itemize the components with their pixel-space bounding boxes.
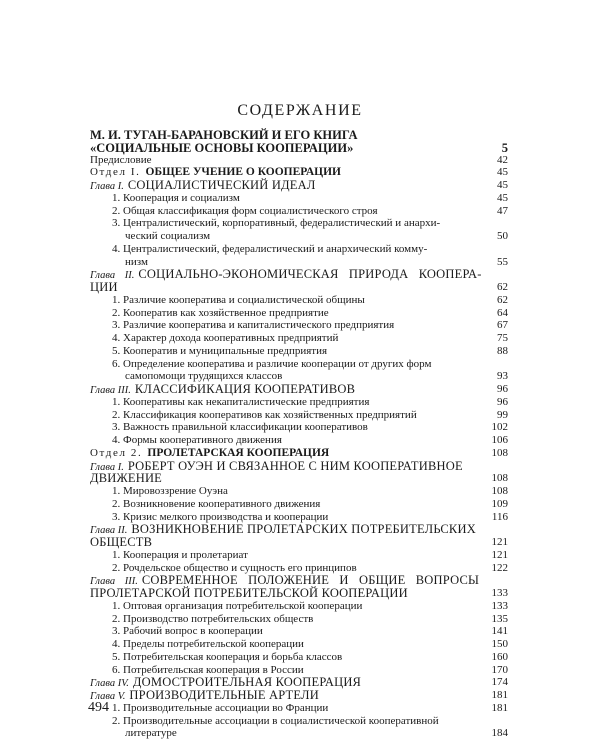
- chapter-title: СОЦИАЛИСТИЧЕСКИЙ ИДЕАЛ: [127, 178, 316, 192]
- toc-page-number: 96: [497, 383, 508, 395]
- chapter-label: Глава III.: [90, 385, 131, 396]
- toc-page-number: 42: [497, 153, 508, 166]
- toc-entry-text: 5. Кооператив и муниципальные предприятия: [112, 344, 328, 357]
- toc-page-number: 121: [491, 548, 508, 561]
- toc-page-number: 133: [491, 599, 508, 612]
- toc-entry-text: М. И. ТУГАН-БАРАНОВСКИЙ И ЕГО КНИГА: [90, 128, 358, 142]
- toc-entry-line: [125, 726, 177, 741]
- chapter-title: ПРОИЗВОДИТЕЛЬНЫЕ АРТЕЛИ: [129, 688, 319, 702]
- toc-entry-text: литературе: [125, 727, 177, 740]
- section-label: Отдел 2.: [90, 446, 143, 459]
- chapter-title: КЛАССИФИКАЦИЯ КООПЕРАТИВОВ: [134, 382, 356, 396]
- toc-entry-text: ЦИИ: [90, 280, 118, 294]
- chapter-label: Глава I.: [90, 181, 124, 192]
- section-label: Отдел I.: [90, 166, 141, 179]
- page-title: СОДЕРЖАНИЕ: [237, 102, 363, 119]
- toc-page-number: 75: [497, 332, 508, 344]
- toc-page-number: 108: [491, 472, 508, 485]
- toc-page-number: 62: [497, 281, 508, 293]
- toc-page-number: 50: [497, 230, 508, 242]
- toc-entry-text: 4. Пределы потребительской кооперации: [112, 638, 304, 650]
- toc-entry-text: низм: [125, 255, 148, 268]
- toc-entry-text: 3. Различие кооператива и капиталистического предприятия: [112, 319, 395, 332]
- toc-page-number: 47: [497, 204, 508, 217]
- chapter-title: РОБЕРТ ОУЭН И СВЯЗАННОЕ С НИМ КООПЕРАТИВНОЕ: [127, 458, 463, 473]
- toc-entry-text: 3. Кризис мелкого производства и кооперации: [112, 510, 329, 523]
- toc-entry-text: 1. Кооперативы как некапиталистические предприятия: [112, 395, 370, 408]
- toc-page-number: 67: [497, 319, 508, 332]
- toc-page-number: 5: [501, 140, 508, 155]
- chapter-label: Глава II.: [90, 525, 128, 537]
- toc-entry-text: 1. Кооперация и социализм: [112, 191, 240, 204]
- toc-page-number: 55: [497, 255, 508, 268]
- toc-page-number: 93: [497, 370, 508, 383]
- toc-page-number: 141: [491, 625, 508, 638]
- toc-entry-text: ОБЩЕСТВ: [90, 535, 153, 549]
- toc-page-number: 122: [491, 561, 508, 574]
- toc-entry-text: 4. Централистический, федералистический и анархический комму-: [112, 242, 428, 255]
- toc-page-number: 102: [491, 421, 508, 434]
- toc-entry-text: Предисловие: [90, 153, 152, 166]
- toc-page-number: 96: [497, 395, 508, 408]
- toc-entry-text: 3. Важность правильной классификации кооперативов: [112, 421, 368, 434]
- toc-page-number: 108: [491, 446, 508, 459]
- toc-page-number: 160: [491, 650, 508, 663]
- toc-page-number: 181: [491, 689, 508, 701]
- toc-page-number: 150: [491, 638, 508, 650]
- toc-page-number: 133: [491, 587, 508, 599]
- toc-entry-text: 2. Кооператив как хозяйственное предприятие: [112, 306, 329, 319]
- section-title: ПРОЛЕТАРСКАЯ КООПЕРАЦИЯ: [147, 446, 330, 459]
- toc-page-number: 106: [491, 434, 508, 446]
- toc-page-number: 116: [491, 510, 508, 523]
- toc-entry-text: 2. Классификация кооперативов как хозяйственных предприятий: [112, 408, 417, 421]
- toc-entry-text: 4. Характер дохода кооперативных предприятий: [112, 332, 339, 344]
- toc-entry-text: 1. Мировоззрение Оуэна: [112, 485, 228, 497]
- toc-page-number: 45: [497, 166, 508, 179]
- toc-entry-text: 2. Производительные ассоциации в социалистической кооперативной: [112, 714, 439, 727]
- toc-page-number: 108: [491, 485, 508, 497]
- chapter-label: Глава III.: [90, 576, 138, 588]
- toc-page-number: 121: [491, 536, 508, 548]
- chapter-title: СОВРЕМЕННОЕ ПОЛОЖЕНИЕ И ОБЩИЕ ВОПРОСЫ: [141, 573, 480, 588]
- chapter-title: СОЦИАЛЬНО-ЭКОНОМИЧЕСКАЯ ПРИРОДА КООПЕРА-: [138, 267, 482, 282]
- toc-page-number: 135: [491, 612, 508, 625]
- toc-page-number: 64: [497, 306, 508, 319]
- toc-page-number: 174: [491, 676, 508, 689]
- toc-entry-text: 1. Производительные ассоциации во Франции: [112, 701, 329, 714]
- toc-entry-text: ческий социализм: [125, 230, 211, 242]
- toc-entry-text: 2. Общая классификация форм социалистического строя: [112, 204, 378, 217]
- toc-entry-text: 1. Оптовая организация потребительской кооперации: [112, 599, 363, 612]
- page-number: 494: [88, 700, 109, 715]
- chapter-title: ВОЗНИКНОВЕНИЕ ПРОЛЕТАРСКИХ ПОТРЕБИТЕЛЬСКИХ: [131, 522, 476, 537]
- chapter-label: Глава IV.: [90, 678, 129, 690]
- toc-entry-text: самопомощи трудящихся классов: [125, 370, 283, 383]
- toc-entry-cont: [0, 726, 600, 741]
- toc-entry-text: ДВИЖЕНИЕ: [90, 471, 163, 486]
- toc-entry-text: 1. Различие кооператива и социалистической общины: [112, 293, 365, 306]
- toc-page-number: 62: [497, 293, 508, 306]
- toc-page-number: 184: [491, 727, 508, 740]
- chapter-label: Глава V.: [90, 691, 126, 702]
- toc-entry-text: ПРОЛЕТАРСКОЙ ПОТРЕБИТЕЛЬСКОЙ КООПЕРАЦИИ: [90, 586, 408, 600]
- toc-entry-text: 2. Производство потребительских обществ: [112, 612, 314, 625]
- toc-entry-text: 3. Рабочий вопрос в кооперации: [112, 625, 263, 638]
- toc-entry-text: 6. Определение кооператива и различие кооперации от других форм: [112, 357, 432, 370]
- toc-entry-text: «СОЦИАЛЬНЫЕ ОСНОВЫ КООПЕРАЦИИ»: [90, 140, 354, 155]
- toc-page-number: 181: [491, 701, 508, 714]
- section-title: ОБЩЕЕ УЧЕНИЕ О КООПЕРАЦИИ: [145, 166, 341, 179]
- chapter-label: Глава II.: [90, 270, 135, 282]
- toc-entry-text: 2. Возникновение кооперативного движения: [112, 497, 321, 510]
- toc-page-number: 88: [497, 344, 508, 357]
- toc-entry-text: 4. Формы кооперативного движения: [112, 434, 282, 446]
- chapter-title: ДОМОСТРОИТЕЛЬНАЯ КООПЕРАЦИЯ: [132, 675, 362, 690]
- toc-entry-text: 6. Потребительская кооперация в России: [112, 663, 304, 676]
- toc-entry-text: 1. Кооперация и пролетариат: [112, 548, 248, 561]
- toc-page-number: 109: [491, 497, 508, 510]
- toc-page-number: 99: [497, 408, 508, 421]
- toc-entry-text: 2. Рочдельское общество и сущность его принципов: [112, 561, 357, 574]
- toc-page-number: 45: [497, 179, 508, 191]
- toc-page-number: 45: [497, 191, 508, 204]
- toc-entry-text: 5. Потребительская кооперация и борьба классов: [112, 650, 343, 663]
- toc-page-number: 170: [491, 663, 508, 676]
- chapter-label: Глава I.: [90, 461, 124, 473]
- toc-entry-text: 3. Централистический, корпоративный, федералистический и анархи-: [112, 217, 441, 230]
